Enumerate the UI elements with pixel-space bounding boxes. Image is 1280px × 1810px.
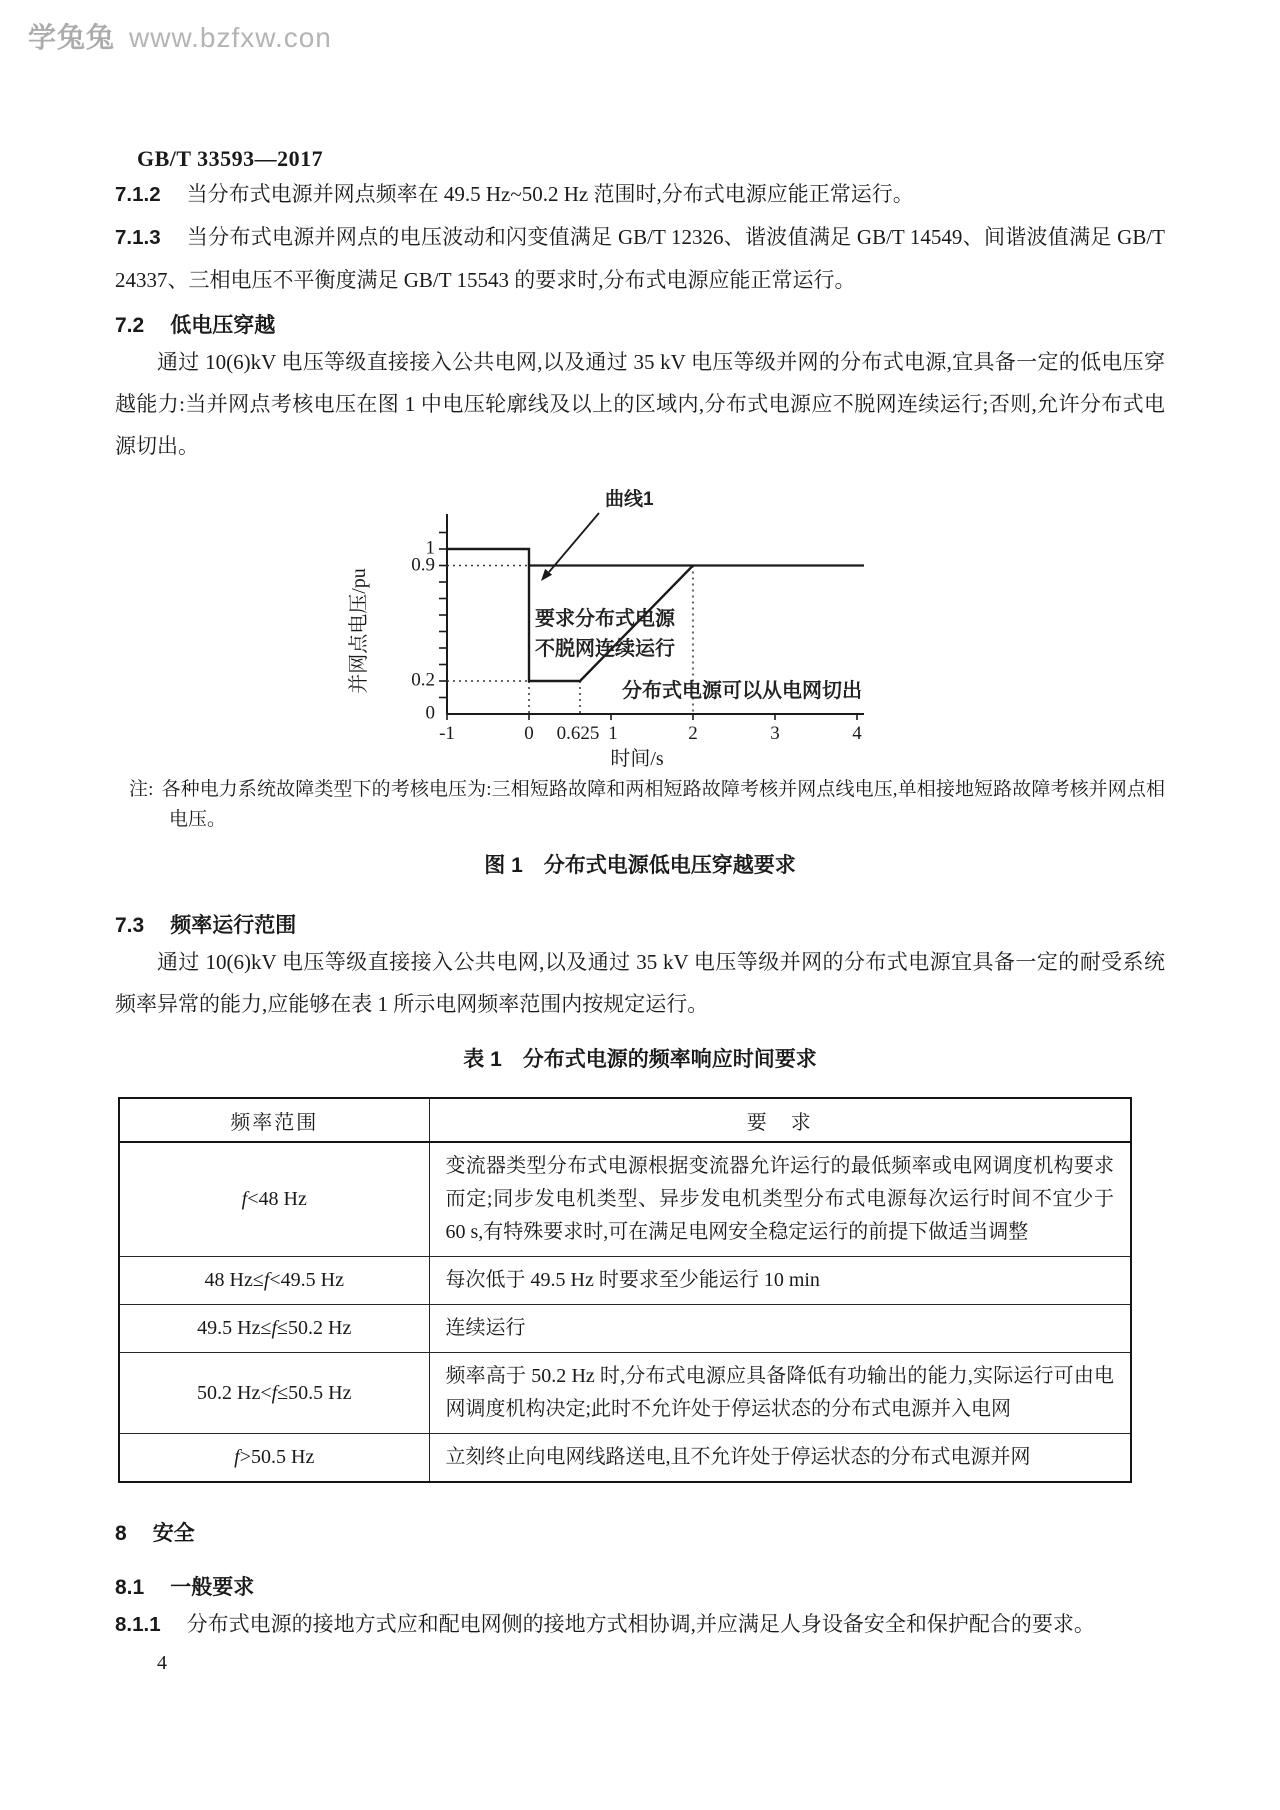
watermark-logo: 学兔兔 [28,22,116,53]
requirement-cell: 连续运行 [429,1305,1131,1353]
clause-8-1-1 [115,1603,1165,1646]
paragraph-7-3: 通过 10(6)kV 电压等级直接接入公共电网,以及通过 35 kV 电压等级并网的分布式电源宜具备一定的耐受系统频率异常的能力,应能够在表 1 所示电网频率范围内按规定运行。 [115,950,1165,1016]
x-tick-0625: 0.625 [556,723,600,744]
freq-range-cell: 49.5 Hz≤f≤50.2 Hz [119,1305,429,1353]
clause-number: 8.1.1 [115,1613,161,1636]
x-axis-title: 时间/s [610,748,664,769]
x-tick-1: 1 [608,723,618,744]
clause-7-1-2 [115,173,1165,216]
freq-range-cell: 48 Hz≤f<49.5 Hz [119,1257,429,1305]
page-number: 4 [157,1652,167,1674]
annotation-stay-connected-1: 要求分布式电源 [535,608,675,630]
paragraph-7-2: 通过 10(6)kV 电压等级直接接入公共电网,以及通过 35 kV 电压等级并网的分布式电源,宜具备一定的低电压穿越能力:当并网点考核电压在图 1 中电压轮廓线及以上的区域内,分布式电源应不脱网连续运行;否则,允许分布式电源切出。 [115,350,1165,458]
lvrt-figure [327,469,872,769]
section-number: 7.2 [115,314,145,337]
section-heading-8 [115,1519,1165,1549]
section-number: 8 [115,1522,127,1545]
table-row-50p2-to-50p5 [119,1353,1131,1434]
f-symbol: f [271,1381,278,1404]
table-row-f-gt-50p5 [119,1434,1131,1483]
x-tick-0: 0 [524,723,534,744]
section-heading-8-1 [115,1573,1165,1603]
curve-label: 曲线1 [605,489,654,510]
y-tick-0p2: 0.2 [411,669,435,691]
y-tick-1: 1 [425,537,435,559]
figure-note [129,775,1165,835]
x-tick-2: 2 [688,723,698,744]
table-row-f-lt-48 [119,1142,1131,1257]
clause-text: 分布式电源的接地方式应和配电网侧的接地方式相协调,并应满足人身设备安全和保护配合的要求。 [186,1612,1095,1636]
requirement-cell: 立刻终止向电网线路送电,且不允许处于停运状态的分布式电源并网 [429,1434,1131,1483]
lvrt-chart-svg [327,469,872,769]
table-row-49p5-to-50p2 [119,1305,1131,1353]
section-title: 一般要求 [170,1576,255,1599]
section-heading-7-3 [115,911,1165,941]
requirement-cell: 变流器类型分布式电源根据变流器允许运行的最低频率或电网调度机构要求而定;同步发电机类型、异步发电机类型分布式电源每次运行时间不宜少于 60 s,有特殊要求时,可在满足电网安全稳定运行的前提下做适当调整 [429,1142,1131,1257]
doc-number: GB/T 33593—2017 [137,146,324,171]
section-number: 7.3 [115,914,145,937]
requirement-cell: 每次低于 49.5 Hz 时要求至少能运行 10 min [429,1257,1131,1305]
section-title: 安全 [152,1522,195,1545]
annotation-stay-connected-2: 不脱网连续运行 [535,638,675,660]
header-freq-range: 频率范围 [119,1098,429,1142]
table-caption: 表 1 分布式电源的频率响应时间要求 [463,1048,817,1071]
table-header-row [119,1098,1131,1142]
freq-range-cell: f>50.5 Hz [119,1434,429,1483]
watermark-url: www.bzfxw.con [129,22,332,53]
section-number: 8.1 [115,1576,145,1599]
x-tick-m1: -1 [439,723,455,744]
section-heading-7-2 [115,311,1165,341]
note-label: 注: [129,779,154,800]
y-tick-0p9: 0.9 [411,554,435,576]
freq-range-cell: f<48 Hz [119,1142,429,1257]
f-symbol: f [271,1317,278,1339]
table-row-48-to-49p5 [119,1257,1131,1305]
section-title: 低电压穿越 [170,314,276,337]
clause-number: 7.1.2 [115,183,161,206]
clause-7-1-3 [115,216,1165,301]
y-axis-title: 并网点电压/pu [348,568,370,694]
watermark [28,16,332,56]
header-requirement: 要 求 [429,1098,1131,1142]
section-title: 频率运行范围 [170,914,297,937]
freq-response-table [118,1097,1132,1483]
freq-range-cell: 50.2 Hz<f≤50.5 Hz [119,1353,429,1434]
x-tick-3: 3 [770,723,780,744]
note-text: 各种电力系统故障类型下的考核电压为:三相短路故障和两相短路故障考核并网点线电压,单相接地短路故障考核并网点相电压。 [161,779,1165,830]
y-axis-ticks [439,533,447,698]
f-symbol: f [263,1269,270,1291]
requirement-cell: 频率高于 50.2 Hz 时,分布式电源应具备降低有功输出的能力,实际运行可由电网调度机构决定;此时不允许处于停运状态的分布式电源并入电网 [429,1353,1131,1434]
x-tick-4: 4 [852,723,862,744]
y-tick-0: 0 [425,702,435,724]
figure-caption: 图 1 分布式电源低电压穿越要求 [484,854,796,877]
curve-label-arrow [549,513,599,572]
clause-text: 当分布式电源并网点频率在 49.5 Hz~50.2 Hz 范围时,分布式电源应能正常运行。 [186,182,914,206]
f-symbol: f [234,1446,240,1468]
annotation-may-disconnect: 分布式电源可以从电网切出 [622,680,862,702]
clause-number: 7.1.3 [115,226,161,249]
clause-text: 当分布式电源并网点的电压波动和闪变值满足 GB/T 12326、谐波值满足 GB/T 14549、间谐波值满足 GB/T 24337、三相电压不平衡度满足 GB/T 15543 的要求时,分布式电源应能正常运行。 [115,225,1165,292]
f-symbol: f [241,1188,248,1210]
